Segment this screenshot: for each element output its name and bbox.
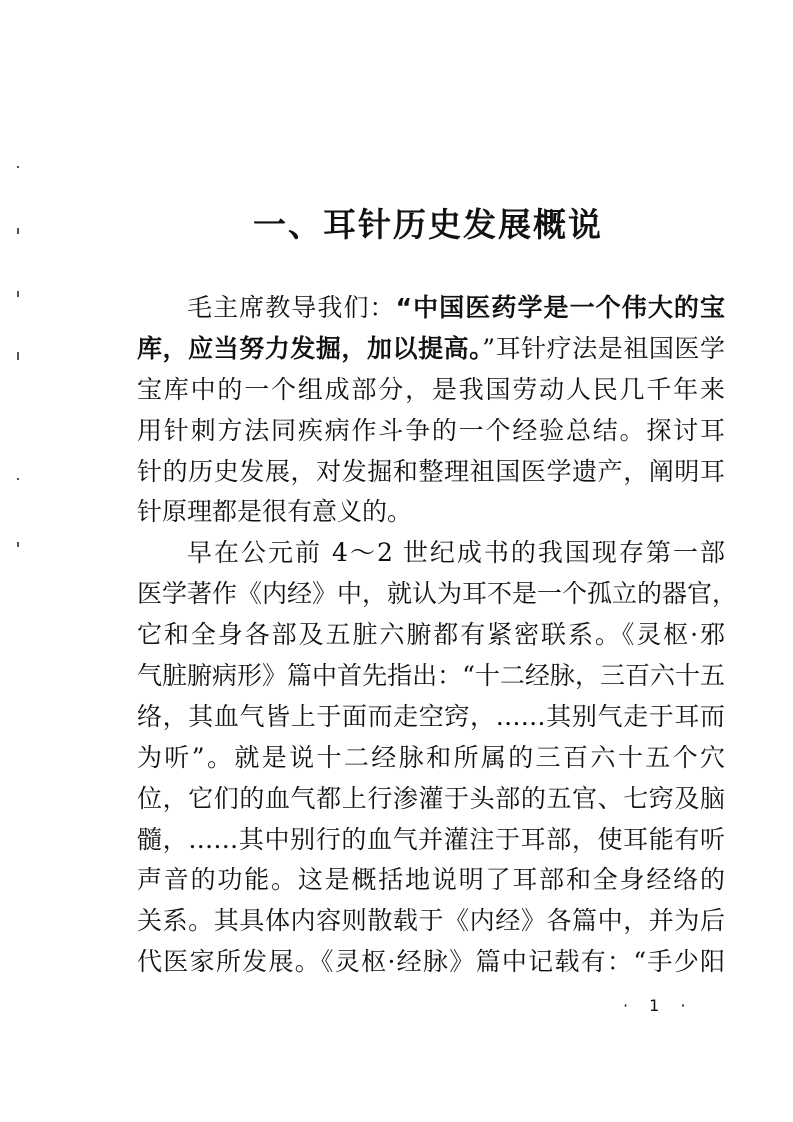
text-line: 络，其血气皆上于面而走空窍，……其别气走于耳而 — [137, 701, 725, 731]
scan-margin-mark — [17, 166, 19, 168]
text-line: 气脏腑病形》篇中首先指出：“十二经脉，三百六十五 — [137, 661, 725, 691]
paragraph-1 — [137, 288, 725, 533]
page-number: · 1 · — [623, 996, 694, 1015]
text-run: ”耳针疗法是祖国医学 — [482, 333, 725, 363]
text-line: 代医家所发展。《灵枢·经脉》篇中记载有：“手少阳 — [137, 947, 725, 977]
chapter-body — [137, 288, 738, 983]
text-line — [137, 329, 725, 370]
scan-margin-mark — [17, 542, 19, 547]
scan-margin-mark — [17, 478, 19, 480]
text-line: 为听”。就是说十二经脉和所属的三百六十五个穴 — [137, 742, 725, 772]
quote-bold: 库，应当努力发掘，加以提高。 — [137, 333, 483, 363]
text-line — [137, 288, 725, 329]
text-line: 它和全身各部及五脏六腑都有紧密联系。《灵枢·邪 — [137, 620, 725, 650]
chapter-title: 一、耳针历史发展概说 — [253, 205, 603, 244]
text-line: 早在公元前 4～2 世纪成书的我国现存第一部 — [187, 538, 725, 568]
paragraph-2 — [137, 533, 738, 983]
text-run: 毛主席教导我们： — [187, 293, 396, 322]
text-line: 宝库中的一个组成部分，是我国劳动人民几千年来 — [137, 374, 725, 404]
text-line: 位，它们的血气都上行渗灌于头部的五官、七窍及脑 — [137, 783, 725, 813]
scan-margin-mark — [17, 291, 19, 297]
text-line: 用针刺方法同疾病作斗争的一个经验总结。探讨耳 — [137, 415, 725, 445]
scan-margin-mark — [17, 352, 19, 360]
text-line: 针的历史发展，对发掘和整理祖国医学遗产，阐明耳 — [137, 456, 725, 486]
text-line: 医学著作《内经》中，就认为耳不是一个孤立的器官， — [137, 579, 738, 609]
quote-bold: “中国医药学是一个伟大的宝 — [395, 293, 725, 322]
text-line: 针原理都是很有意义的。 — [137, 497, 413, 527]
text-line: 关系。其具体内容则散载于《内经》各篇中，并为后 — [137, 906, 725, 936]
text-line: 髓，……其中别行的血气并灌注于耳部，使耳能有听 — [137, 824, 725, 854]
text-line: 声音的功能。这是概括地说明了耳部和全身经络的 — [137, 865, 725, 895]
